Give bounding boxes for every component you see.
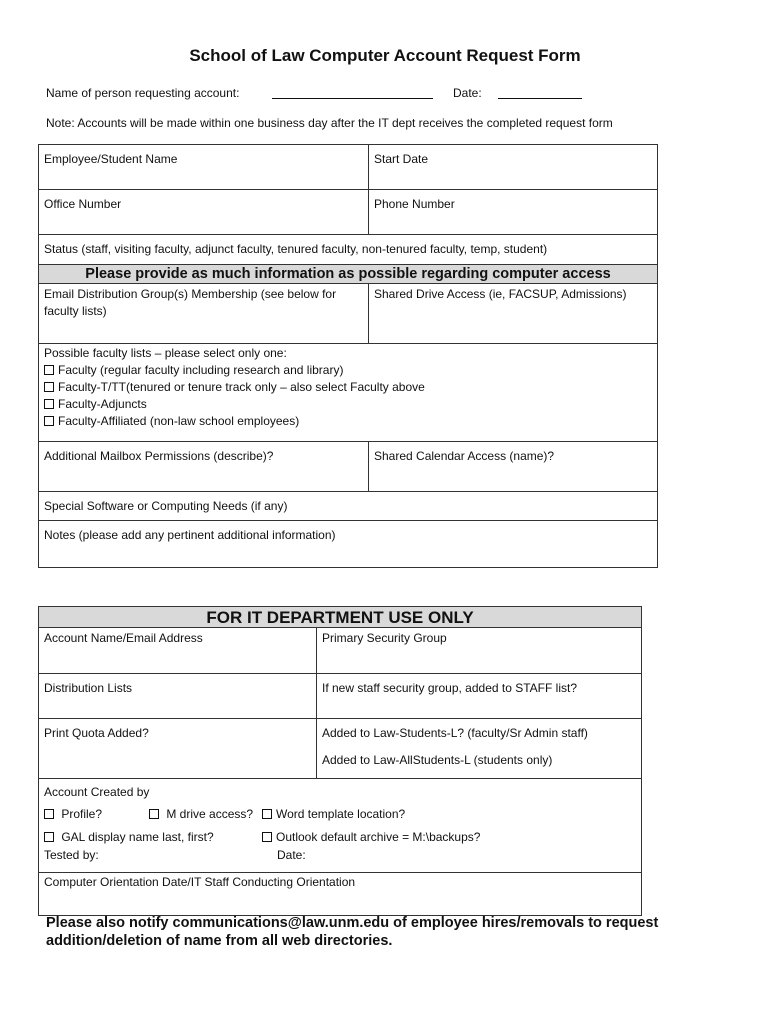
orientation-label: Computer Orientation Date/IT Staff Conducting Orientation xyxy=(44,875,356,889)
notes-label: Notes (please add any pertinent additional information) xyxy=(44,528,336,542)
law-students-label: Added to Law-Students-L? (faculty/Sr Admin staff) xyxy=(322,726,588,740)
mailbox-permissions-field[interactable] xyxy=(39,442,369,492)
email-groups-label: Email Distribution Group(s) Membership (see below for faculty lists) xyxy=(44,287,337,318)
all-students-label: Added to Law-AllStudents-L (students only) xyxy=(322,753,553,767)
processing-note: Note: Accounts will be made within one business day after the IT dept receives the completed request form xyxy=(46,116,613,130)
checkbox-icon[interactable] xyxy=(44,416,54,426)
notes-field[interactable] xyxy=(39,521,658,568)
access-section-heading: Please provide as much information as possible regarding computer access xyxy=(39,265,658,284)
mailbox-permissions-label: Additional Mailbox Permissions (describe)? xyxy=(44,449,274,463)
request-table xyxy=(38,144,658,568)
requester-name-field[interactable] xyxy=(272,98,433,99)
checkbox-icon[interactable] xyxy=(149,809,159,819)
tested-by-label: Tested by: xyxy=(44,848,99,862)
mdrive-check[interactable]: M drive access? xyxy=(149,806,253,823)
security-group-field[interactable] xyxy=(317,628,642,674)
checkbox-icon[interactable] xyxy=(44,832,54,842)
checkbox-icon[interactable] xyxy=(44,382,54,392)
account-name-label: Account Name/Email Address xyxy=(44,631,203,645)
date-field[interactable] xyxy=(498,98,582,99)
email-groups-field[interactable] xyxy=(39,284,369,344)
new-staff-field[interactable] xyxy=(317,674,642,719)
profile-check[interactable]: Profile? xyxy=(44,806,102,823)
checkbox-icon[interactable] xyxy=(44,809,54,819)
it-use-table xyxy=(38,606,642,916)
status-label: Status (staff, visiting faculty, adjunct faculty, tenured faculty, non-tenured faculty, temp, student) xyxy=(44,242,548,256)
requester-name-label: Name of person requesting account: xyxy=(46,86,240,100)
print-quota-field[interactable] xyxy=(39,719,317,779)
faculty-lists-section xyxy=(39,344,658,442)
faculty-option[interactable]: Faculty-T/TT(tenured or tenure track only – also select Faculty above xyxy=(44,379,652,396)
it-section-heading: FOR IT DEPARTMENT USE ONLY xyxy=(39,607,642,628)
checkbox-icon[interactable] xyxy=(262,809,272,819)
print-quota-label: Print Quota Added? xyxy=(44,726,149,740)
account-created-section xyxy=(39,779,642,873)
security-group-label: Primary Security Group xyxy=(322,631,447,645)
special-software-label: Special Software or Computing Needs (if any) xyxy=(44,499,288,513)
gal-display-check[interactable]: GAL display name last, first? xyxy=(44,829,214,846)
employee-name-field[interactable] xyxy=(39,145,369,190)
special-software-field[interactable] xyxy=(39,492,658,521)
status-field[interactable] xyxy=(39,235,658,265)
tested-date-label: Date: xyxy=(277,848,306,862)
account-created-label: Account Created by xyxy=(44,785,150,799)
distribution-lists-label: Distribution Lists xyxy=(44,681,133,695)
shared-calendar-field[interactable] xyxy=(369,442,658,492)
faculty-option[interactable]: Faculty (regular faculty including research and library) xyxy=(44,362,652,379)
start-date-label: Start Date xyxy=(374,152,429,166)
distribution-lists-field[interactable] xyxy=(39,674,317,719)
shared-calendar-label: Shared Calendar Access (name)? xyxy=(374,449,555,463)
student-lists-field[interactable] xyxy=(317,719,642,779)
faculty-lists-title: Possible faculty lists – please select only one: xyxy=(44,346,287,360)
word-template-check[interactable]: Word template location? xyxy=(262,806,405,823)
checkbox-icon[interactable] xyxy=(44,399,54,409)
orientation-field[interactable] xyxy=(39,873,642,916)
employee-name-label: Employee/Student Name xyxy=(44,152,178,166)
office-number-field[interactable] xyxy=(39,190,369,235)
outlook-archive-check[interactable]: Outlook default archive = M:\backups? xyxy=(262,829,480,846)
faculty-option[interactable]: Faculty-Affiliated (non-law school employees) xyxy=(44,413,652,430)
phone-number-label: Phone Number xyxy=(374,197,455,211)
faculty-option[interactable]: Faculty-Adjuncts xyxy=(44,396,652,413)
shared-drive-label: Shared Drive Access (ie, FACSUP, Admissions) xyxy=(374,287,627,301)
checkbox-icon[interactable] xyxy=(262,832,272,842)
phone-number-field[interactable] xyxy=(369,190,658,235)
date-label: Date: xyxy=(453,86,482,100)
new-staff-label: If new staff security group, added to STAFF list? xyxy=(322,681,578,695)
account-name-field[interactable] xyxy=(39,628,317,674)
checkbox-icon[interactable] xyxy=(44,365,54,375)
start-date-field[interactable] xyxy=(369,145,658,190)
page-title: School of Law Computer Account Request Form xyxy=(189,46,581,65)
office-number-label: Office Number xyxy=(44,197,122,211)
shared-drive-field[interactable] xyxy=(369,284,658,344)
notification-note: Please also notify communications@law.unm.edu of employee hires/removals to request addition/deletion of name from all web directories. xyxy=(46,915,659,949)
